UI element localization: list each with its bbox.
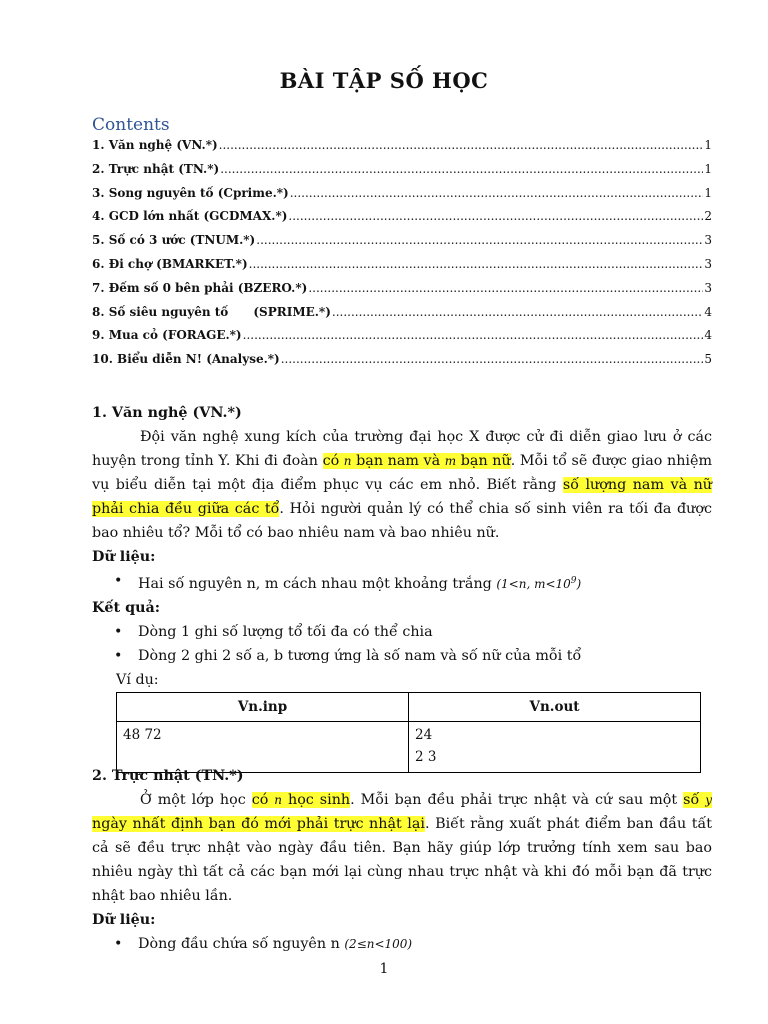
math-constraint [496, 577, 581, 591]
input-label: Dữ liệu: [92, 549, 156, 565]
highlight-text: có [251, 792, 275, 808]
list-item [92, 932, 712, 956]
toc-entry-text: 3. Song nguyên tố (Cprime.*) [92, 185, 289, 200]
highlight-text: bạn nữ [456, 453, 511, 469]
statement-text: . Mỗi tổ sẽ được giao nhiệm vụ biểu diễn tại một địa điểm phục vụ các em nhỏ. Biết rằng [92, 453, 712, 493]
toc-entry-text: 7. Đếm số 0 bên phải (BZERO.*) [92, 280, 308, 295]
list-item: • Dòng 1 ghi số lượng tổ tối đa có thể chia [92, 620, 712, 644]
output-list [92, 620, 712, 668]
input-label: Dữ liệu: [92, 912, 156, 928]
highlight-text: số [683, 792, 706, 808]
toc-entry-text: 1. Văn nghệ (VN.*) [92, 138, 218, 152]
toc-entry-text: 5. Số có 3 ước (TNUM.*) [92, 233, 256, 248]
toc-page-number: 2 [704, 209, 712, 224]
highlight [252, 792, 350, 808]
math-variable: n [274, 793, 283, 807]
list-item [92, 569, 712, 596]
toc-entry[interactable] [92, 162, 712, 186]
cell-line: 2 3 [415, 749, 437, 765]
toc-page-number: 1 [704, 161, 712, 176]
toc-leader [308, 281, 703, 295]
toc-leader [332, 305, 703, 319]
toc-page-number: 4 [704, 304, 712, 319]
toc-entry[interactable] [92, 281, 712, 305]
input-list [92, 569, 712, 596]
section-heading: 1. Văn nghệ (VN.*) [92, 405, 242, 421]
math-variable: y [705, 793, 712, 807]
toc-entry[interactable] [92, 352, 712, 376]
toc-page-number: 1 [704, 185, 712, 200]
highlight: số lượng nam và nữ phải chia đều giữa các tổ [92, 477, 712, 517]
toc-page-number: 3 [704, 233, 712, 248]
section-truc-nhat [92, 764, 712, 956]
toc-leader [243, 328, 704, 342]
toc-leader [290, 186, 704, 200]
page-title: BÀI TẬP SỐ HỌC [279, 68, 489, 93]
statement-text: . Hỏi người quản lý có thể chia số sinh viên ra tối đa được bao nhiêu tổ? Mỗi tổ có bao nhiêu nam và bao nhiêu nữ. [92, 501, 712, 541]
toc-entry[interactable] [92, 328, 712, 352]
toc-entry-text: 4. GCD lớn nhất (GCDMAX.*) [92, 209, 288, 224]
statement-text: . Biết rằng xuất phát điểm ban đầu tất cả sẽ đều trực nhật vào ngày đầu tiên. Bạn hãy giúp lớp trưởng tính xem sau bao nhiêu ngày thì tất cả các bạn mới lại cùng nhau trực nhật và khi đó mỗi bạn đã trực nhật bao nhiêu lần. [92, 816, 712, 904]
math-exponent: 9 [570, 576, 577, 586]
highlight [323, 453, 511, 469]
cell-line: 24 [415, 727, 433, 743]
toc-leader [249, 257, 704, 271]
math-variable: n [343, 454, 352, 468]
toc-page-number: 5 [704, 352, 712, 367]
toc-entry-text: 9. Mua cỏ (FORAGE.*) [92, 328, 242, 343]
toc-entry[interactable] [92, 257, 712, 281]
highlight-text: ngày nhất định bạn đó mới phải trực nhật lại [92, 816, 425, 832]
toc-entry-text: 10. Biểu diễn N! (Analyse.*) [92, 352, 280, 367]
table-of-contents [92, 138, 712, 376]
toc-entry[interactable] [92, 186, 712, 210]
highlight-text: học sinh [282, 792, 351, 808]
toc-entry[interactable] [92, 305, 712, 329]
statement-text: Ở một lớp học [140, 792, 252, 808]
list-item-text: Dòng đầu chứa số nguyên n [138, 936, 345, 952]
highlight-text: có [322, 453, 344, 469]
example-label: Ví dụ: [116, 672, 159, 688]
math-text: (1<n, m<10 [496, 577, 571, 591]
toc-entry-text: 6. Đi chợ (BMARKET.*) [92, 256, 248, 271]
toc-leader [220, 162, 703, 176]
toc-leader [219, 138, 704, 152]
page-number: 1 [379, 961, 389, 977]
toc-leader [281, 352, 704, 366]
toc-entry-text: 2. Trực nhật (TN.*) [92, 161, 220, 176]
input-list [92, 932, 712, 956]
table-cell: 48 72 [117, 722, 409, 773]
problem-statement [92, 788, 712, 908]
toc-entry[interactable] [92, 138, 712, 162]
math-variable: m [444, 454, 457, 468]
toc-page-number: 1 [704, 138, 712, 152]
section-van-nghe [92, 401, 712, 773]
toc-leader [288, 209, 703, 223]
statement-text: Đội văn nghệ xung kích của trường đại học X được cử đi diễn giao lưu ở các huyện trong tỉnh Y. Khi đi đoàn [92, 429, 712, 469]
toc-page-number: 3 [704, 256, 712, 271]
math-text: ) [576, 577, 582, 591]
table-header-row [117, 693, 701, 722]
statement-text: . Mỗi bạn đều phải trực nhật và cứ sau một [350, 792, 684, 808]
example-table [116, 692, 701, 773]
toc-entry[interactable] [92, 209, 712, 233]
list-item-text: Hai số nguyên n, m cách nhau một khoảng trắng [138, 576, 497, 592]
list-item: • Dòng 2 ghi 2 số a, b tương ứng là số nam và số nữ của mỗi tổ [92, 644, 712, 668]
toc-entry-text: 8. Số siêu nguyên tố (SPRIME.*) [92, 304, 331, 319]
math-constraint: (2≤n<100) [344, 937, 413, 951]
highlight-text: bạn nam và [351, 453, 445, 469]
column-header: Vn.inp [117, 693, 409, 722]
output-label: Kết quả: [92, 600, 161, 616]
section-heading: 2. Trực nhật (TN.*) [92, 768, 244, 784]
column-header: Vn.out [409, 693, 701, 722]
toc-leader [256, 233, 703, 247]
problem-statement [92, 425, 712, 545]
contents-heading: Contents [92, 115, 170, 135]
toc-entry[interactable] [92, 233, 712, 257]
toc-page-number: 3 [704, 280, 712, 295]
toc-page-number: 4 [704, 328, 712, 343]
